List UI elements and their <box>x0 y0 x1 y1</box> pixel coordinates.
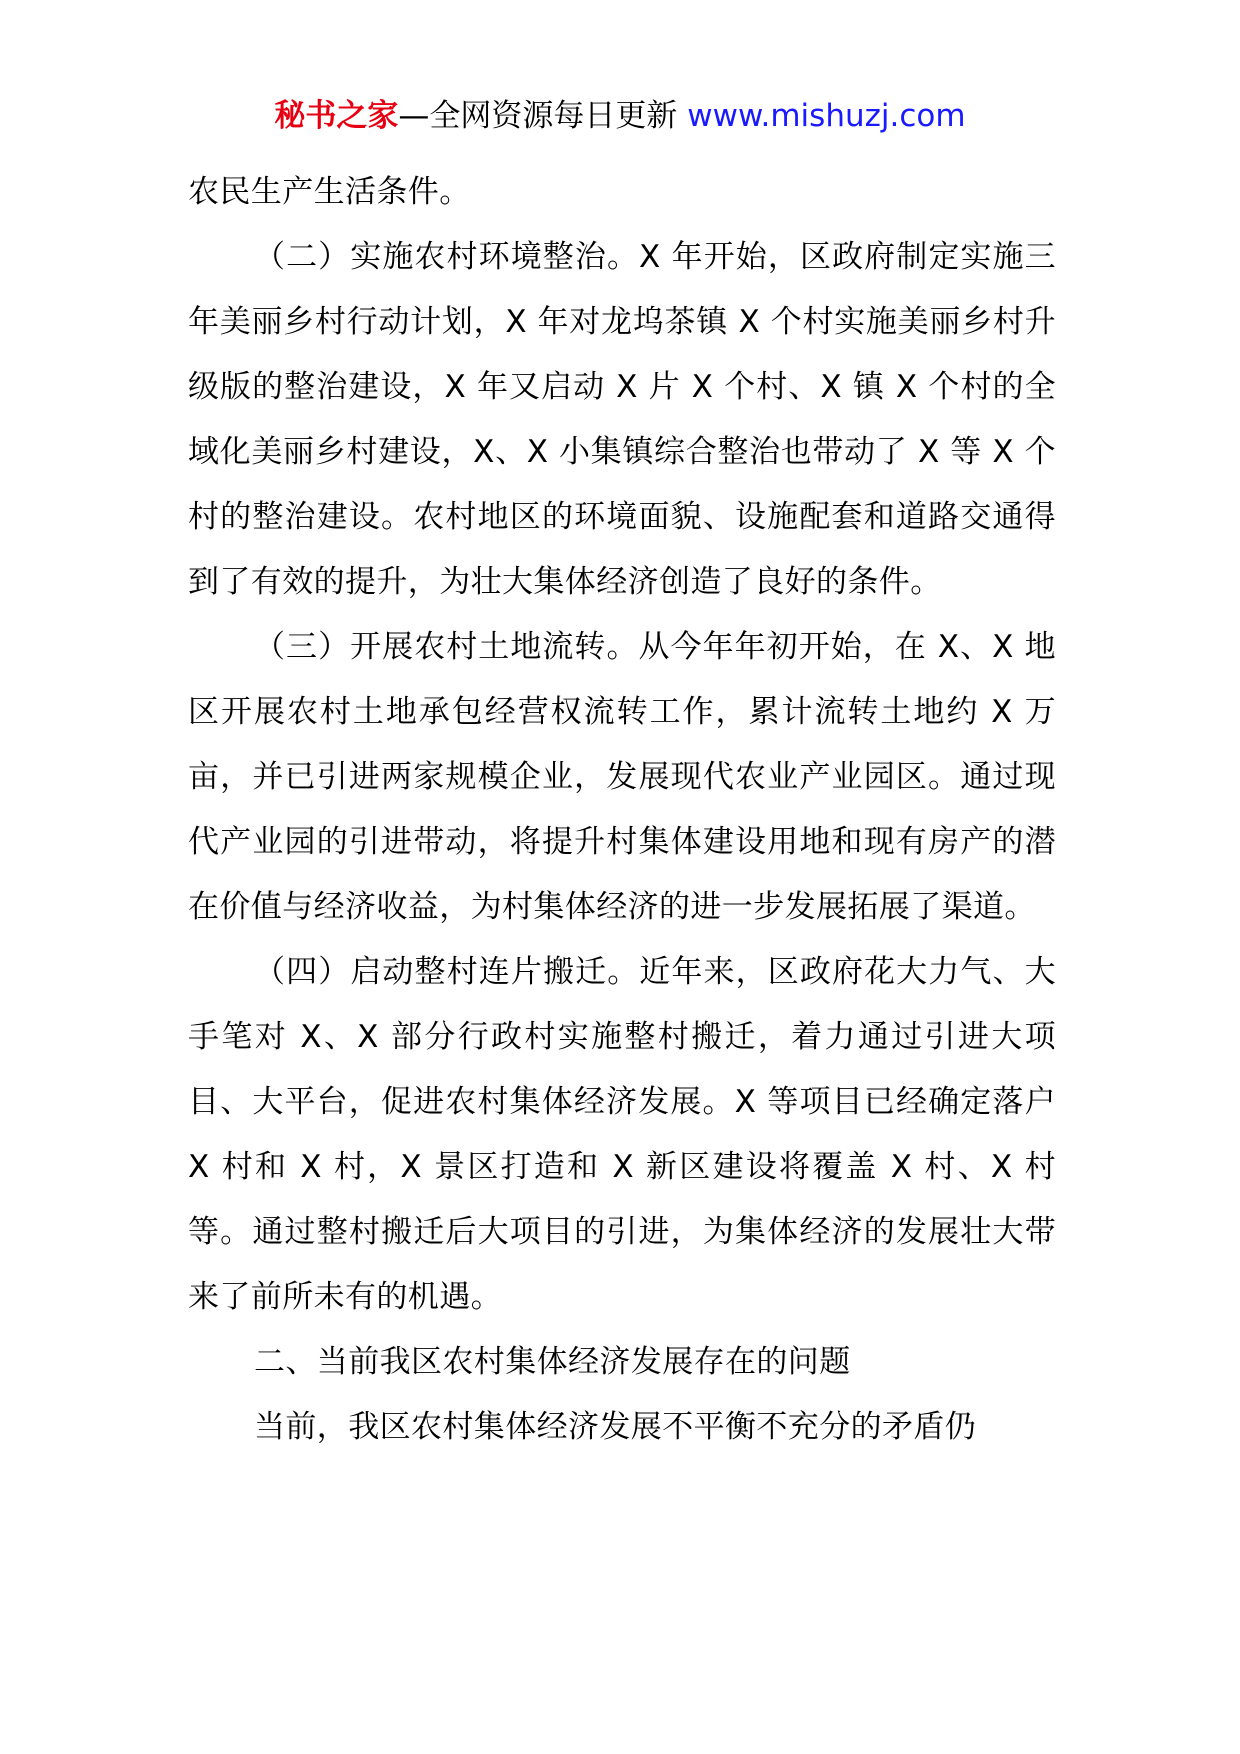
paragraph-village-relocation: （四）启动整村连片搬迁。近年来，区政府花大力气、大手笔对 X、X 部分行政村实施整村搬迁，着力通过引进大项目、大平台，促进农村集体经济发展。X 等项目已经确定落户 X 村和 X 村，X 景区打造和 X 新区建设将覆盖 X 村、X 村等。通过整村搬迁后大项目的引进，为集体经济的发展壮大带来了前所未有的机遇。 <box>188 954 1056 1315</box>
site-tagline: —全网资源每日更新 <box>398 98 678 134</box>
document-body <box>188 160 1056 1460</box>
site-brand: 秘书之家 <box>274 98 399 134</box>
paragraph-land-transfer: （三）开展农村土地流转。从今年年初开始，在 X、X 地区开展农村土地承包经营权流转工作，累计流转土地约 X 万亩，并已引进两家规模企业，发展现代农业产业园区。通过现代产业园的引进带动，将提升村集体建设用地和现有房产的潜在价值与经济收益，为村集体经济的进一步发展拓展了渠道。 <box>188 629 1056 925</box>
section-heading-problems: 二、当前我区农村集体经济发展存在的问题 <box>254 1344 851 1380</box>
site-header <box>0 96 1240 136</box>
paragraph-current-situation: 当前，我区农村集体经济发展不平衡不充分的矛盾仍 <box>254 1409 977 1445</box>
site-url-link[interactable]: www.mishuzj.com <box>687 98 966 134</box>
paragraph-environment-rectification: （二）实施农村环境整治。X 年开始，区政府制定实施三年美丽乡村行动计划，X 年对龙坞茶镇 X 个村实施美丽乡村升级版的整治建设，X 年又启动 X 片 X 个村、X 镇 X 个村的全域化美丽乡村建设，X、X 小集镇综合整治也带动了 X 等 X 个村的整治建设。农村地区的环境面貌、设施配套和道路交通得到了有效的提升，为壮大集体经济创造了良好的条件。 <box>188 239 1056 600</box>
paragraph-continuation: 农民生产生活条件。 <box>188 174 471 210</box>
